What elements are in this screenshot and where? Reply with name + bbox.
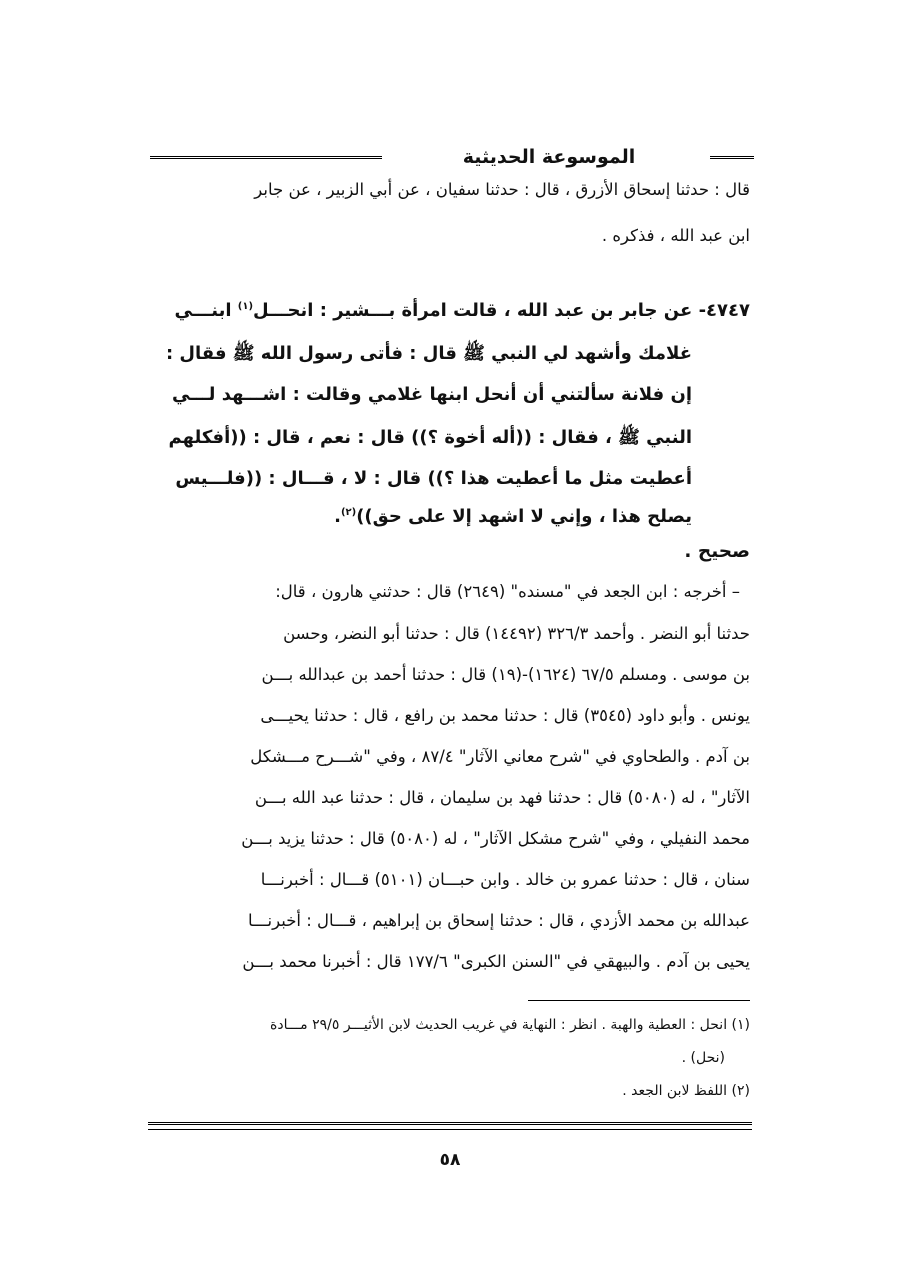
takhrij-line: سنان ، قال : حدثنا عمرو بن خالد . وابن حبـــان (٥١٠١) قـــال : أخبرنـــا — [260, 870, 750, 889]
takhrij-paragraph — [150, 582, 750, 982]
footnote-ref-1[interactable]: (١) — [237, 301, 254, 312]
takhrij-line: محمد النفيلي ، وفي "شرح مشكل الآثار" ، له (٥٠٨٠) قال : حدثنا يزيد بـــن — [241, 829, 750, 848]
takhrij-line: يحيى بن آدم . والبيهقي في "السنن الكبرى" ١٧٧/٦ قال : أخبرنا محمد بـــن — [242, 952, 750, 971]
running-header — [150, 144, 754, 174]
hadith-number: ٤٧٤٧- — [698, 300, 750, 321]
header-rule-right — [710, 156, 754, 161]
footnote-ref-2[interactable]: (٢) — [340, 507, 357, 518]
hadith-line: إن فلانة سألتني أن أنحل ابنها غلامي وقالت : اشـــهد لـــي — [172, 384, 692, 405]
takhrij-line: عبدالله بن محمد الأزدي ، قال : حدثنا إسحاق بن إبراهيم ، قـــال : أخبرنـــا — [248, 911, 750, 930]
hadith-text: ابنـــي — [174, 300, 238, 321]
takhrij-line: يونس . وأبو داود (٣٥٤٥) قال : حدثنا محمد بن رافع ، قال : حدثنا يحيـــى — [260, 706, 750, 725]
hadith-text: . — [334, 506, 341, 527]
takhrij-line: الآثار" ، له (٥٠٨٠) قال : حدثنا فهد بن سليمان ، قال : حدثنا عبد الله بـــن — [254, 788, 750, 807]
hadith-text: عن جابر بن عبد الله ، قالت امرأة بـــشير : انحـــل — [253, 300, 693, 321]
takhrij-line: – أخرجه : ابن الجعد في "مسنده" (٢٦٤٩) قال : حدثني هارون ، قال: — [275, 582, 740, 601]
hadith-grade: صحيح . — [684, 541, 750, 562]
hadith-line: غلامك وأشهد لي النبي ﷺ قال : فأتى رسول الله ﷺ فقال : — [165, 343, 692, 364]
footnote-1: (١) انحل : العطية والهبة . انظر : النهاية في غريب الحديث لابن الأثيـــر ٢٩/٥ مـــادة — [270, 1017, 750, 1033]
footer-rule — [148, 1122, 752, 1125]
footnote-1-continuation: (نحل) . — [681, 1050, 725, 1066]
page-number: ٥٨ — [439, 1150, 461, 1170]
hadith-paragraph — [150, 300, 750, 540]
footer-rule-thin — [148, 1129, 752, 1130]
intro-paragraph — [150, 180, 750, 260]
takhrij-line: حدثنا أبو النضر . وأحمد ٣٢٦/٣ (١٤٤٩٢) قال : حدثنا أبو النضر، وحسن — [283, 624, 750, 643]
intro-line: قال : حدثنا إسحاق الأزرق ، قال : حدثنا سفيان ، عن أبي الزبير ، عن جابر — [254, 180, 750, 199]
footnote-separator — [528, 1000, 750, 1001]
header-title: الموسوعة الحديثية — [462, 146, 636, 168]
intro-line: ابن عبد الله ، فذكره . — [601, 226, 750, 245]
header-rule-left — [150, 156, 382, 161]
hadith-line: أعطيت مثل ما أعطيت هذا ؟)) قال : لا ، قـــال : ((فلـــيس — [175, 468, 692, 489]
footnote-2: (٢) اللفظ لابن الجعد . — [622, 1083, 750, 1099]
takhrij-line: بن آدم . والطحاوي في "شرح معاني الآثار" ٨٧/٤ ، وفي "شـــرح مـــشكل — [250, 747, 750, 766]
hadith-line: النبي ﷺ ، فقال : ((أله أخوة ؟)) قال : نعم ، قال : ((أفكلهم — [168, 427, 692, 448]
hadith-text: يصلح هذا ، وإني لا اشهد إلا على حق)) — [356, 506, 692, 527]
takhrij-line: بن موسى . ومسلم ٦٧/٥ (١٦٢٤)-(١٩) قال : حدثنا أحمد بن عبدالله بـــن — [261, 665, 750, 684]
hadith-line — [334, 506, 692, 527]
hadith-line — [175, 300, 750, 321]
